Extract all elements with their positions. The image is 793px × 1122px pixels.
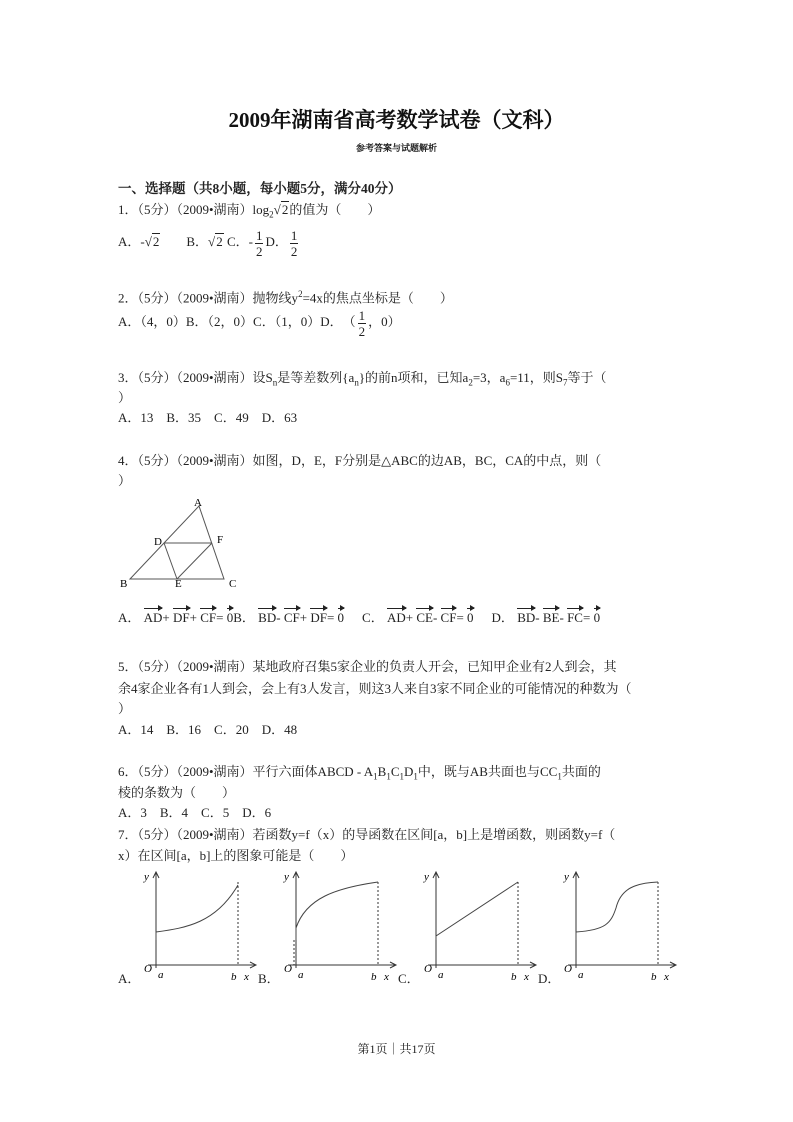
- question-3-cont: ）: [118, 390, 132, 405]
- question-5: 5．（5分）（2009•湖南）某地政府召集5家企业的负责人开会，已知甲企业有2人到会，其: [118, 659, 617, 674]
- option-label: D．: [538, 971, 561, 986]
- label-E: E: [175, 578, 182, 590]
- option-D: D． BD- BE- FC= 0: [491, 610, 601, 625]
- question-2-options: A．（4，0）B．（2，0）C．（1，0）D． （ $\frac{1}{2}$ ，0）: [118, 307, 401, 339]
- function-graph: [556, 868, 681, 983]
- label-D: D: [154, 536, 162, 548]
- svg-text:b: b: [231, 971, 237, 983]
- question-1: 1．（5分）（2009•湖南）$\log_2√2$的值为（ ）: [118, 202, 381, 220]
- svg-text:a: a: [158, 969, 164, 981]
- graph-option-D: [538, 868, 688, 988]
- graph-option-B: [258, 868, 408, 988]
- option-A: A． AD+ DF+ CF= 0: [118, 610, 234, 625]
- option-C: C． AD+ CE- CF= 0: [362, 610, 474, 625]
- triangle-figure: [112, 494, 242, 594]
- option-label: A．: [118, 971, 141, 986]
- option-label: C．: [398, 971, 420, 986]
- label-C: C: [229, 578, 237, 590]
- svg-text:a: a: [298, 969, 304, 981]
- function-graph: [276, 868, 401, 983]
- question-7: 7．（5分）（2009•湖南）若函数y=f（x）的导函数在区间[a，b]上是增函数，则函数y=f（: [118, 827, 616, 842]
- svg-text:y: y: [284, 871, 289, 883]
- function-graph: [416, 868, 541, 983]
- svg-text:b: b: [511, 971, 517, 983]
- option-label: B．: [258, 971, 280, 986]
- question-1-options: A．-√2 B．√2 C．- $\frac{1}{2}$ D． $\frac{1}{2}$: [118, 227, 298, 259]
- question-5-cont: 余4家企业各有1人到会，会上有3人发言，则这3人来自3家不同企业的可能情况的种数为（: [118, 681, 632, 696]
- svg-text:O: O: [424, 963, 432, 975]
- option-B: B． BD- CF+ DF= 0: [233, 610, 345, 625]
- label-B: B: [120, 578, 128, 590]
- question-6: 6．（5分）（2009•湖南）平行六面体ABCD - $A_1B_1C_1D_1$中，既与AB共面也与$CC_1$共面的: [118, 764, 601, 782]
- svg-text:x: x: [384, 971, 389, 983]
- svg-text:x: x: [244, 971, 249, 983]
- question-7-cont: x）在区间[a，b]上的图象可能是（ ）: [118, 848, 354, 863]
- page-footer: 第1页｜共17页: [357, 1042, 436, 1056]
- svg-text:x: x: [524, 971, 529, 983]
- svg-text:x: x: [664, 971, 669, 983]
- label-A: A: [194, 497, 202, 509]
- question-5-options: A．14 B．16 C．20 D．48: [118, 722, 298, 737]
- question-6-options: A．3 B．4 C．5 D．6: [118, 805, 272, 820]
- function-graph: [136, 868, 261, 983]
- question-4-options: [118, 609, 600, 627]
- svg-text:b: b: [651, 971, 657, 983]
- question-2: 2．（5分）（2009•湖南）抛物线$y^2=4x$的焦点坐标是（ ）: [118, 289, 453, 306]
- page-subtitle: 参考答案与试题解析: [355, 143, 437, 153]
- svg-text:b: b: [371, 971, 377, 983]
- question-6-cont: 棱的条数为（ ）: [118, 785, 236, 800]
- svg-text:a: a: [578, 969, 584, 981]
- question-5-cont2: ）: [118, 701, 132, 716]
- label-F: F: [217, 534, 224, 546]
- question-3-options: A．13 B．35 C．49 D．63: [118, 410, 298, 425]
- svg-text:a: a: [438, 969, 444, 981]
- svg-text:O: O: [144, 963, 152, 975]
- svg-text:y: y: [144, 871, 149, 883]
- svg-text:O: O: [564, 963, 572, 975]
- question-4-cont: ）: [118, 473, 132, 488]
- svg-text:y: y: [564, 871, 569, 883]
- graph-option-C: [398, 868, 548, 988]
- svg-text:y: y: [424, 871, 429, 883]
- question-3: 3．（5分）（2009•湖南）设$S_n$是等差数列$\{a_n\}$的前n项和，已知$a_2=3$，$a_6=11$，则$S_7$等于（: [118, 370, 607, 388]
- svg-text:O: O: [284, 963, 292, 975]
- question-4: 4．（5分）（2009•湖南）如图，D，E，F分别是△ABC的边AB，BC，CA的中点，则（: [118, 453, 602, 468]
- section-heading: 一、选择题（共8小题，每小题5分，满分40分）: [118, 181, 402, 196]
- graph-option-A: [118, 868, 268, 988]
- page-title: 2009年湖南省高考数学试卷（文科）: [228, 108, 565, 132]
